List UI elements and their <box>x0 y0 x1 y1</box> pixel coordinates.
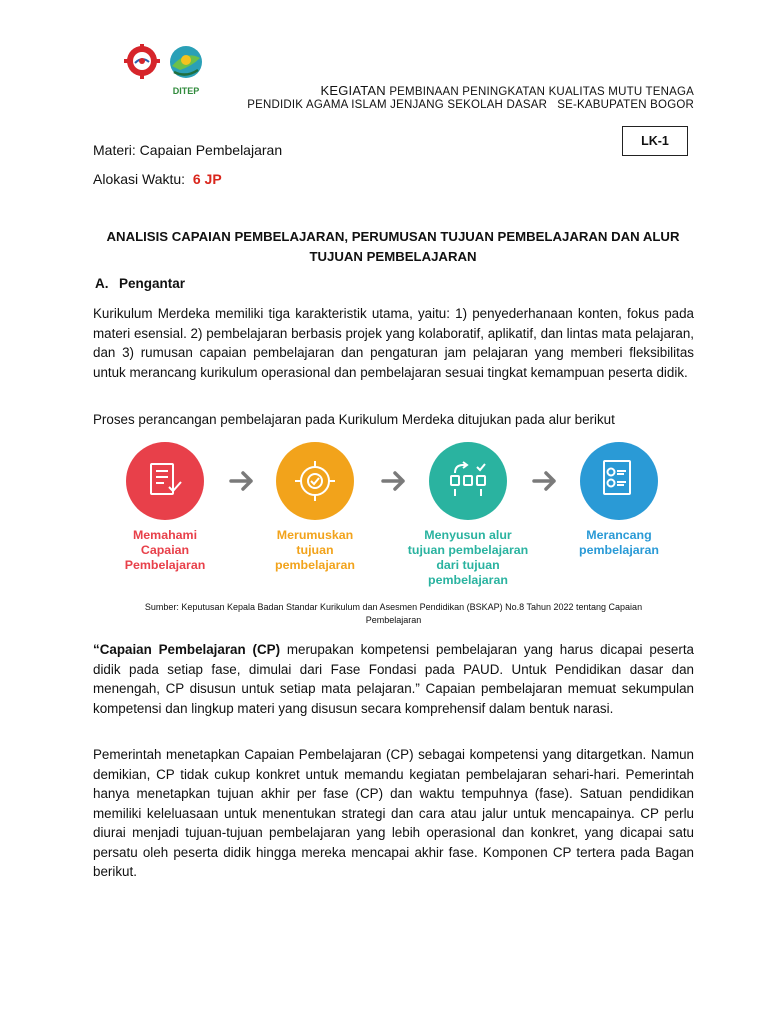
step-2-label-line: pembelajaran <box>275 558 355 572</box>
step-1-label <box>105 528 225 573</box>
step-4-circle <box>580 442 658 520</box>
flow-arrow-3 <box>534 473 554 489</box>
section-title: Pengantar <box>119 276 186 291</box>
flow-arrow-2 <box>383 473 403 489</box>
header-line-2: PENDIDIK AGAMA ISLAM JENJANG SEKOLAH DASAR SE-KABUPATEN BOGOR <box>247 99 694 111</box>
flow-arrow-1 <box>231 473 251 489</box>
step-1-circle <box>126 442 204 520</box>
paragraph-3-rest: merupakan kompetensi pembelajaran yang harus dicapai peserta didik pada setiap fase, dimulai dari Fase Fondasi pada PAUD. Untuk Pendidikan dasar dan menengah, CP disusun untuk setiap mata pelajaran.” Capaian pembelajaran memuat sekumpulan kompetensi dan lingkup materi yang disusun secara komprehensif dalam bentuk narasi. <box>93 642 694 716</box>
step-3-label-line: Menyusun alur <box>424 528 512 542</box>
process-flow-diagram <box>93 440 693 590</box>
header-line-1 <box>320 83 694 98</box>
ditep-logo-text: DITEP <box>172 86 200 96</box>
step-1-label-line: Pembelajaran <box>124 558 206 572</box>
step-2-label-line: Merumuskan <box>276 528 354 542</box>
source-line-2: Pembelajaran <box>365 615 422 625</box>
alokasi-waktu <box>93 171 222 187</box>
step-4-label <box>559 528 679 558</box>
alokasi-label: Alokasi Waktu: <box>93 171 186 187</box>
section-heading <box>95 276 185 291</box>
title-line-2: TUJUAN PEMBELAJARAN <box>309 249 477 264</box>
paragraph-3 <box>93 640 694 718</box>
step-4-label-line: pembelajaran <box>579 543 659 557</box>
step-1-label-line: Capaian <box>140 543 190 557</box>
step-2-label-line: tujuan <box>296 543 334 557</box>
step-3-circle <box>429 442 507 520</box>
paragraph-1: Kurikulum Merdeka memiliki tiga karakteristik utama, yaitu: 1) penyederhanaan konten, fokus pada materi esensial. 2) pembelajaran berbasis projek yang kolaboratif, aplikatif, dan lintas mata pelajaran, dan 3) rumusan capaian pembelajaran dan pengaturan jam pelajaran yang memberi fleksibilitas untuk merancang kurikulum operasional dan pembelajaran sesuai tingkat kemampuan peserta didik. <box>93 306 694 380</box>
step-3-label-line: dari tujuan <box>436 558 500 572</box>
source-line-1: Sumber: Keputusan Kepala Badan Standar Kurikulum dan Asesmen Pendidikan (BSKAP) No.8 Tahun 2022 tentang Capaian <box>144 602 643 612</box>
step-4-label-line: Merancang <box>586 528 652 542</box>
gear-logo-icon <box>124 44 160 79</box>
section-number: A. <box>95 276 109 291</box>
step-3-label <box>398 528 538 588</box>
materi-label: Materi: Capaian Pembelajaran <box>93 142 283 158</box>
document-title <box>93 227 693 267</box>
ditep-logo-icon <box>170 46 202 78</box>
paragraph-2: Proses perancangan pembelajaran pada Kurikulum Merdeka ditujukan pada alur berikut <box>93 412 615 427</box>
lk-label-box: LK-1 <box>622 126 688 156</box>
title-line-1: ANALISIS CAPAIAN PEMBELAJARAN, PERUMUSAN TUJUAN PEMBELAJARAN DAN ALUR <box>106 229 680 244</box>
step-2-label <box>255 528 375 573</box>
paragraph-3-bold: “Capaian Pembelajaran (CP) <box>93 642 281 657</box>
step-3-label-line: pembelajaran <box>428 573 508 587</box>
paragraph-4: Pemerintah menetapkan Capaian Pembelajaran (CP) sebagai kompetensi yang ditargetkan. Namun demikian, CP tidak cukup konkret untuk memandu kegiatan pembelajaran sehari-hari. Pemerintah hanya menetapkan tujuan akhir per fase (CP) dan waktu tempuhnya (fase). Satuan pendidikan memiliki keleluasaan untuk menentukan strategi dan cara atau jalur untuk mencapainya. CP perlu diurai menjadi tujuan-tujuan pembelajaran yang lebih operasional dan konkret, yang dicapai satu persatu oleh peserta didik hingga mereka mencapai akhir fase. Komponen CP tertera pada Bagan berikut. <box>93 747 694 879</box>
step-3-label-line: tujuan pembelajaran <box>407 543 529 557</box>
header-org-word: KEGIATAN <box>320 83 386 98</box>
step-1-label-line: Memahami <box>132 528 198 542</box>
step-2-circle <box>276 442 354 520</box>
alokasi-value: 6 JP <box>192 171 222 187</box>
header-logos <box>122 44 212 100</box>
source-caption <box>93 601 694 627</box>
header-line-1-rest: PEMBINAAN PENINGKATAN KUALITAS MUTU TENAGA <box>389 86 694 98</box>
